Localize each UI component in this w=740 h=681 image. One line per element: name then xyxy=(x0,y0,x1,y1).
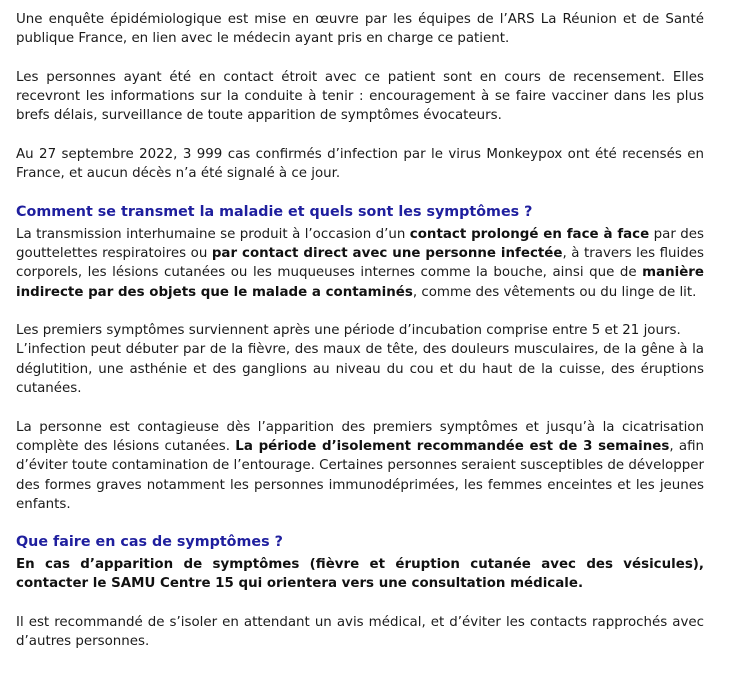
intro-paragraph-contacts: Les personnes ayant été en contact étroit avec ce patient sont en cours de recensement. Elles recevront les informations sur la conduite à tenir : encouragement à se faire vacciner dans les plus brefs délais, surveillance de toute apparition de symptômes évocateurs. xyxy=(16,69,704,124)
isolation-advice-paragraph: Il est recommandé de s’isoler en attendant un avis médical, et d’éviter les contacts rapprochés avec d’autres personnes. xyxy=(16,615,704,650)
text-run: par des gouttelettes respiratoires ou xyxy=(16,226,704,261)
what-to-do-section xyxy=(16,533,704,651)
symptoms-line: L’infection peut débuter par de la fièvre, des maux de tête, des douleurs musculaires, de la gêne à la déglutition, une asthénie et des ganglions au niveau du cou et du haut de la cuisse, des éruptions cutanées. xyxy=(16,342,704,397)
contagiousness-paragraph xyxy=(16,418,704,514)
text-run: , à travers les fluides corporels, les lésions cutanées ou les muqueuses internes comme la bouche, ainsi que de xyxy=(16,245,704,281)
section-heading-what-to-do: Que faire en cas de symptômes ? xyxy=(16,534,283,551)
transmission-section xyxy=(16,203,704,514)
intro-paragraph-investigation: Une enquête épidémiologique est mise en œuvre par les équipes de l’ARS La Réunion et de Santé publique France, en lien avec le médecin ayant pris en charge ce patient. xyxy=(16,12,704,47)
section-heading-transmission: Comment se transmet la maladie et quels sont les symptômes ? xyxy=(16,203,533,220)
incubation-line: Les premiers symptômes surviennent après une période d’incubation comprise entre 5 et 21 jours. xyxy=(16,323,681,339)
text-run: La personne est contagieuse dès l’apparition des premiers symptômes et jusqu’à la cicatrisation complète des lésions cutanées. xyxy=(16,419,704,454)
text-run: , afin d’éviter toute contamination de l’entourage. Certaines personnes seraient susceptibles de développer des formes graves notamment les personnes immunodéprimées, les femmes enceintes et les jeunes enfants. xyxy=(16,438,705,512)
emphasis-samu-instruction: En cas d’apparition de symptômes (fièvre et éruption cutanée avec des vésicules), contacter le SAMU Centre 15 qui orientera vers une consultation médicale. xyxy=(16,557,704,592)
intro-paragraph-case-count: Au 27 septembre 2022, 3 999 cas confirmés d’infection par le virus Monkeypox ont été recensés en France, et aucun décès n’a été signalé à ce jour. xyxy=(16,147,704,182)
transmission-paragraph xyxy=(16,225,704,302)
emphasis-direct-contact: par contact direct avec une personne infectée xyxy=(211,245,563,261)
symptoms-description-paragraph xyxy=(16,321,704,398)
intro-section xyxy=(16,10,704,184)
emphasis-isolation-period: La période d’isolement recommandée est de 3 semaines xyxy=(235,438,670,454)
text-run: La transmission interhumaine se produit à l’occasion d’un xyxy=(16,226,410,242)
text-run: , comme des vêtements ou du linge de lit. xyxy=(412,284,697,300)
emphasis-face-to-face: contact prolongé en face à face xyxy=(409,226,650,242)
emphasis-indirect-objects: manière indirecte par des objets que le malade a contaminés xyxy=(16,265,704,300)
samu-instruction-paragraph xyxy=(16,555,704,594)
